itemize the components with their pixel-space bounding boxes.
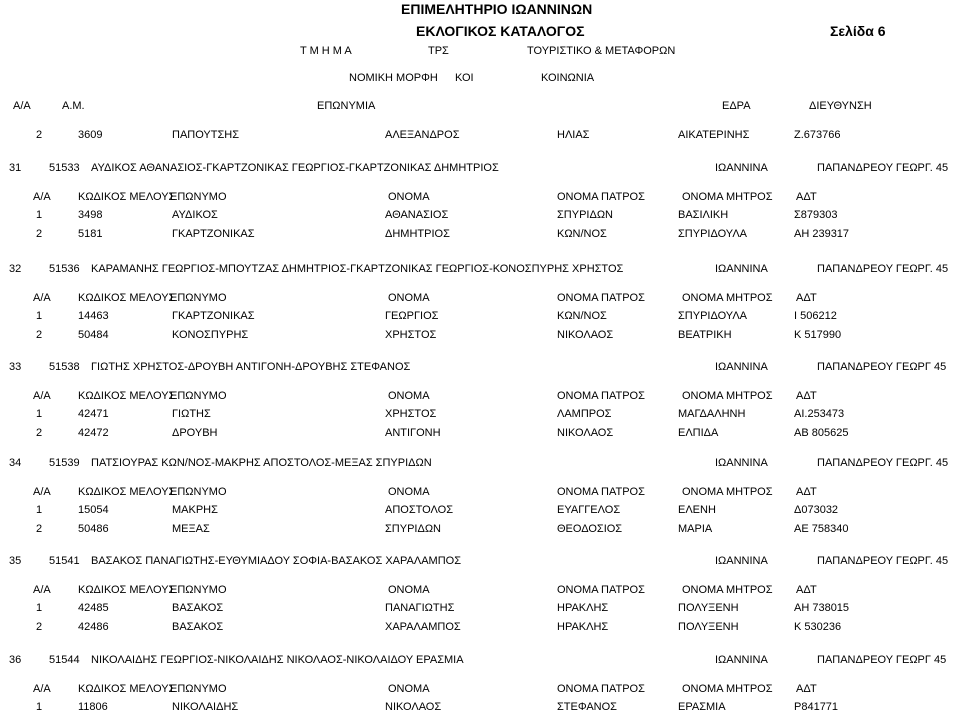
company-address: ΠΑΠΑΝΔΡΕΟΥ ΓΕΩΡΓ. 45	[817, 457, 949, 469]
company-seat: ΙΩΑΝΝΙΝΑ	[715, 457, 768, 469]
member-mother-name: ΒΑΣΙΛΙΚΗ	[678, 209, 729, 221]
col-address: ΔΙΕΥΘΥΝΣΗ	[809, 100, 872, 112]
member-first-name: ΑΠΟΣΤΟΛΟΣ	[385, 504, 453, 516]
member-aa: 2	[36, 228, 43, 240]
member-father-name: ΣΤΕΦΑΝΟΣ	[557, 701, 617, 713]
member-mother-name: ΜΑΡΙΑ	[678, 523, 713, 535]
member-father-name: ΣΠΥΡΙΔΩΝ	[557, 209, 613, 221]
member-col-id: ΑΔΤ	[796, 292, 817, 304]
member-id: ΑΒ 805625	[794, 427, 849, 439]
page-number: Σελίδα 6	[830, 23, 886, 39]
member-mother-name: ΑΙΚΑΤΕΡΙΝΗΣ	[678, 129, 750, 141]
member-col-surname: ΕΠΩΝΥΜΟ	[170, 292, 227, 304]
member-col-aa: Α/Α	[33, 584, 51, 596]
member-col-code: ΚΩΔΙΚΟΣ ΜΕΛΟΥΣ	[78, 191, 176, 203]
member-surname: ΔΡΟΥΒΗ	[172, 427, 218, 439]
member-first-name: ΧΑΡΑΛΑΜΠΟΣ	[385, 621, 461, 633]
member-aa: 2	[36, 427, 43, 439]
member-col-father-name: ΟΝΟΜΑ ΠΑΤΡΟΣ	[557, 486, 645, 498]
company-name: ΓΙΩΤΗΣ ΧΡΗΣΤΟΣ-ΔΡΟΥΒΗ ΑΝΤΙΓΟΝΗ-ΔΡΟΥΒΗΣ ΣΤΕΦΑΝΟΣ	[91, 361, 411, 373]
member-col-first-name: ΟΝΟΜΑ	[388, 191, 430, 203]
member-code: 42472	[78, 427, 109, 439]
member-mother-name: ΠΟΛΥΞΕΝΗ	[678, 602, 739, 614]
catalog-title: ΕΚΛΟΓΙΚΟΣ ΚΑΤΑΛΟΓΟΣ	[416, 23, 585, 39]
company-am: 51536	[49, 263, 80, 275]
member-mother-name: ΣΠΥΡΙΔΟΥΛΑ	[678, 228, 747, 240]
member-surname: ΓΚΑΡΤΖΟΝΙΚΑΣ	[172, 310, 255, 322]
member-col-surname: ΕΠΩΝΥΜΟ	[170, 683, 227, 695]
company-am: 51544	[49, 654, 80, 666]
member-id: Κ 530236	[794, 621, 842, 633]
company-name: ΒΑΣΑΚΟΣ ΠΑΝΑΓΙΩΤΗΣ-ΕΥΘΥΜΙΑΔΟΥ ΣΟΦΙΑ-ΒΑΣΑΚΟΣ ΧΑΡΑΛΑΜΠΟΣ	[91, 555, 461, 567]
member-col-mother-name: ΟΝΟΜΑ ΜΗΤΡΟΣ	[682, 292, 773, 304]
member-col-father-name: ΟΝΟΜΑ ΠΑΤΡΟΣ	[557, 292, 645, 304]
member-id: ΑΗ 239317	[794, 228, 850, 240]
member-col-aa: Α/Α	[33, 683, 51, 695]
member-col-aa: Α/Α	[33, 390, 51, 402]
company-address: ΠΑΠΑΝΔΡΕΟΥ ΓΕΩΡΓ. 45	[817, 162, 949, 174]
member-col-surname: ΕΠΩΝΥΜΟ	[170, 584, 227, 596]
company-aa: 34	[9, 457, 22, 469]
member-col-aa: Α/Α	[33, 292, 51, 304]
member-surname: ΜΕΞΑΣ	[172, 523, 210, 535]
member-col-first-name: ΟΝΟΜΑ	[388, 683, 430, 695]
member-col-first-name: ΟΝΟΜΑ	[388, 292, 430, 304]
company-am: 51533	[49, 162, 80, 174]
member-id: Ρ841771	[794, 701, 839, 713]
member-aa: 2	[36, 621, 43, 633]
member-aa: 2	[36, 329, 43, 341]
member-col-id: ΑΔΤ	[796, 683, 817, 695]
member-father-name: ΕΥΑΓΓΕΛΟΣ	[557, 504, 621, 516]
member-code: 50486	[78, 523, 109, 535]
member-col-code: ΚΩΔΙΚΟΣ ΜΕΛΟΥΣ	[78, 584, 176, 596]
member-col-father-name: ΟΝΟΜΑ ΠΑΤΡΟΣ	[557, 191, 645, 203]
member-code: 15054	[78, 504, 109, 516]
member-id: ΑΗ 738015	[794, 602, 850, 614]
company-name: ΝΙΚΟΛΑΙΔΗΣ ΓΕΩΡΓΙΟΣ-ΝΙΚΟΛΑΙΔΗΣ ΝΙΚΟΛΑΟΣ-ΝΙΚΟΛΑΙΔΟΥ ΕΡΑΣΜΙΑ	[91, 654, 464, 666]
member-col-surname: ΕΠΩΝΥΜΟ	[170, 191, 227, 203]
member-mother-name: ΠΟΛΥΞΕΝΗ	[678, 621, 739, 633]
company-address: ΠΑΠΑΝΔΡΕΟΥ ΓΕΩΡΓ 45	[817, 361, 947, 373]
company-am: 51541	[49, 555, 80, 567]
member-first-name: ΓΕΩΡΓΙΟΣ	[385, 310, 439, 322]
member-id: Ζ.673766	[794, 129, 841, 141]
member-surname: ΒΑΣΑΚΟΣ	[172, 602, 224, 614]
member-col-code: ΚΩΔΙΚΟΣ ΜΕΛΟΥΣ	[78, 390, 176, 402]
member-col-first-name: ΟΝΟΜΑ	[388, 486, 430, 498]
member-first-name: ΑΝΤΙΓΟΝΗ	[385, 427, 441, 439]
member-first-name: ΠΑΝΑΓΙΩΤΗΣ	[385, 602, 455, 614]
col-aa: Α/Α	[13, 100, 31, 112]
member-first-name: ΧΡΗΣΤΟΣ	[385, 408, 437, 420]
member-col-code: ΚΩΔΙΚΟΣ ΜΕΛΟΥΣ	[78, 486, 176, 498]
member-aa: 1	[36, 408, 43, 420]
company-address: ΠΑΠΑΝΔΡΕΟΥ ΓΕΩΡΓ. 45	[817, 555, 949, 567]
company-name: ΠΑΤΣΙΟΥΡΑΣ ΚΩΝ/ΝΟΣ-ΜΑΚΡΗΣ ΑΠΟΣΤΟΛΟΣ-ΜΕΞΑΣ ΣΠΥΡΙΔΩΝ	[91, 457, 432, 469]
legal-form-label: ΝΟΜΙΚΗ ΜΟΡΦΗ	[349, 72, 438, 84]
member-aa: 2	[36, 523, 43, 535]
member-mother-name: ΒΕΑΤΡΙΚΗ	[678, 329, 732, 341]
company-seat: ΙΩΑΝΝΙΝΑ	[715, 654, 768, 666]
member-mother-name: ΕΡΑΣΜΙΑ	[678, 701, 726, 713]
member-code: 11806	[78, 701, 108, 713]
section-label: Τ Μ Η Μ Α	[300, 45, 352, 57]
member-father-name: ΝΙΚΟΛΑΟΣ	[557, 329, 614, 341]
member-mother-name: ΜΑΓΔΑΛΗΝΗ	[678, 408, 746, 420]
company-address: ΠΑΠΑΝΔΡΕΟΥ ΓΕΩΡΓ. 45	[817, 263, 949, 275]
company-aa: 33	[9, 361, 22, 373]
company-seat: ΙΩΑΝΝΙΝΑ	[715, 555, 768, 567]
member-id: ΑΙ.253473	[794, 408, 845, 420]
member-col-code: ΚΩΔΙΚΟΣ ΜΕΛΟΥΣ	[78, 683, 176, 695]
col-am: Α.Μ.	[62, 100, 85, 112]
member-code: 5181	[78, 228, 103, 240]
member-surname: ΓΙΩΤΗΣ	[172, 408, 211, 420]
member-col-mother-name: ΟΝΟΜΑ ΜΗΤΡΟΣ	[682, 390, 773, 402]
company-aa: 35	[9, 555, 22, 567]
member-father-name: ΗΡΑΚΛΗΣ	[557, 621, 609, 633]
member-father-name: ΘΕΟΔΟΣΙΟΣ	[557, 523, 623, 535]
member-first-name: ΔΗΜΗΤΡΙΟΣ	[385, 228, 450, 240]
company-am: 51538	[49, 361, 80, 373]
member-father-name: ΚΩΝ/ΝΟΣ	[557, 310, 607, 322]
member-col-first-name: ΟΝΟΜΑ	[388, 584, 430, 596]
member-first-name: ΝΙΚΟΛΑΟΣ	[385, 701, 442, 713]
member-aa: 1	[36, 209, 43, 221]
member-aa: 2	[36, 129, 43, 141]
member-code: 42471	[78, 408, 109, 420]
member-aa: 1	[36, 701, 43, 713]
company-aa: 32	[9, 263, 22, 275]
member-col-father-name: ΟΝΟΜΑ ΠΑΤΡΟΣ	[557, 390, 645, 402]
member-col-aa: Α/Α	[33, 191, 51, 203]
member-surname: ΓΚΑΡΤΖΟΝΙΚΑΣ	[172, 228, 255, 240]
member-father-name: ΗΡΑΚΛΗΣ	[557, 602, 609, 614]
member-id: Κ 517990	[794, 329, 842, 341]
member-col-id: ΑΔΤ	[796, 390, 817, 402]
member-father-name: ΚΩΝ/ΝΟΣ	[557, 228, 607, 240]
member-id: Σ879303	[794, 209, 838, 221]
company-aa: 31	[9, 162, 22, 174]
company-aa: 36	[9, 654, 22, 666]
member-code: 14463	[78, 310, 109, 322]
member-surname: ΒΑΣΑΚΟΣ	[172, 621, 224, 633]
member-col-first-name: ΟΝΟΜΑ	[388, 390, 430, 402]
member-col-id: ΑΔΤ	[796, 584, 817, 596]
member-mother-name: ΕΛΕΝΗ	[678, 504, 716, 516]
company-am: 51539	[49, 457, 80, 469]
member-first-name: ΑΘΑΝΑΣΙΟΣ	[385, 209, 449, 221]
member-col-id: ΑΔΤ	[796, 191, 817, 203]
member-surname: ΝΙΚΟΛΑΙΔΗΣ	[172, 701, 239, 713]
section-code: ΤΡΣ	[428, 45, 449, 57]
member-col-father-name: ΟΝΟΜΑ ΠΑΤΡΟΣ	[557, 683, 645, 695]
member-first-name: ΣΠΥΡΙΔΩΝ	[385, 523, 441, 535]
legal-form-name: ΚΟΙΝΩΝΙΑ	[541, 72, 595, 84]
company-address: ΠΑΠΑΝΔΡΕΟΥ ΓΕΩΡΓ 45	[817, 654, 947, 666]
member-surname: ΠΑΠΟΥΤΣΗΣ	[172, 129, 240, 141]
member-col-surname: ΕΠΩΝΥΜΟ	[170, 390, 227, 402]
company-seat: ΙΩΑΝΝΙΝΑ	[715, 361, 768, 373]
member-col-mother-name: ΟΝΟΜΑ ΜΗΤΡΟΣ	[682, 683, 773, 695]
member-father-name: ΝΙΚΟΛΑΟΣ	[557, 427, 614, 439]
member-surname: ΑΥΔΙΚΟΣ	[172, 209, 218, 221]
member-code: 50484	[78, 329, 109, 341]
member-code: 3498	[78, 209, 103, 221]
member-mother-name: ΕΛΠΙΔΑ	[678, 427, 719, 439]
legal-form-code: ΚΟΙ	[455, 72, 474, 84]
member-surname: ΚΟΝΟΣΠΥΡΗΣ	[172, 329, 249, 341]
company-seat: ΙΩΑΝΝΙΝΑ	[715, 263, 768, 275]
member-code: 42485	[78, 602, 109, 614]
member-code: 3609	[78, 129, 103, 141]
member-aa: 1	[36, 602, 43, 614]
org-title: ΕΠΙΜΕΛΗΤΗΡΙΟ ΙΩΑΝΝΙΝΩΝ	[401, 1, 593, 17]
member-surname: ΜΑΚΡΗΣ	[172, 504, 218, 516]
company-name: ΚΑΡΑΜΑΝΗΣ ΓΕΩΡΓΙΟΣ-ΜΠΟΥΤΖΑΣ ΔΗΜΗΤΡΙΟΣ-ΓΚΑΡΤΖΟΝΙΚΑΣ ΓΕΩΡΓΙΟΣ-ΚΟΝΟΣΠΥΡΗΣ ΧΡΗΣΤΟΣ	[91, 263, 624, 275]
member-col-mother-name: ΟΝΟΜΑ ΜΗΤΡΟΣ	[682, 584, 773, 596]
member-mother-name: ΣΠΥΡΙΔΟΥΛΑ	[678, 310, 747, 322]
member-id: Ι 506212	[794, 310, 837, 322]
member-aa: 1	[36, 504, 43, 516]
member-col-aa: Α/Α	[33, 486, 51, 498]
member-id: Δ073032	[794, 504, 839, 516]
col-seat: ΕΔΡΑ	[722, 100, 751, 112]
member-first-name: ΧΡΗΣΤΟΣ	[385, 329, 437, 341]
member-id: ΑΕ 758340	[794, 523, 849, 535]
member-col-father-name: ΟΝΟΜΑ ΠΑΤΡΟΣ	[557, 584, 645, 596]
member-father-name: ΗΛΙΑΣ	[557, 129, 590, 141]
member-col-mother-name: ΟΝΟΜΑ ΜΗΤΡΟΣ	[682, 486, 773, 498]
member-code: 42486	[78, 621, 109, 633]
member-col-id: ΑΔΤ	[796, 486, 817, 498]
company-seat: ΙΩΑΝΝΙΝΑ	[715, 162, 768, 174]
member-aa: 1	[36, 310, 43, 322]
member-col-code: ΚΩΔΙΚΟΣ ΜΕΛΟΥΣ	[78, 292, 176, 304]
member-col-mother-name: ΟΝΟΜΑ ΜΗΤΡΟΣ	[682, 191, 773, 203]
member-father-name: ΛΑΜΠΡΟΣ	[557, 408, 612, 420]
company-name: ΑΥΔΙΚΟΣ ΑΘΑΝΑΣΙΟΣ-ΓΚΑΡΤΖΟΝΙΚΑΣ ΓΕΩΡΓΙΟΣ-ΓΚΑΡΤΖΟΝΙΚΑΣ ΔΗΜΗΤΡΙΟΣ	[91, 162, 499, 174]
member-first-name: ΑΛΕΞΑΝΔΡΟΣ	[385, 129, 460, 141]
member-col-surname: ΕΠΩΝΥΜΟ	[170, 486, 227, 498]
col-name: ΕΠΩΝΥΜΙΑ	[317, 100, 376, 112]
section-name: ΤΟΥΡΙΣΤΙΚΟ & ΜΕΤΑΦΟΡΩΝ	[527, 45, 676, 57]
